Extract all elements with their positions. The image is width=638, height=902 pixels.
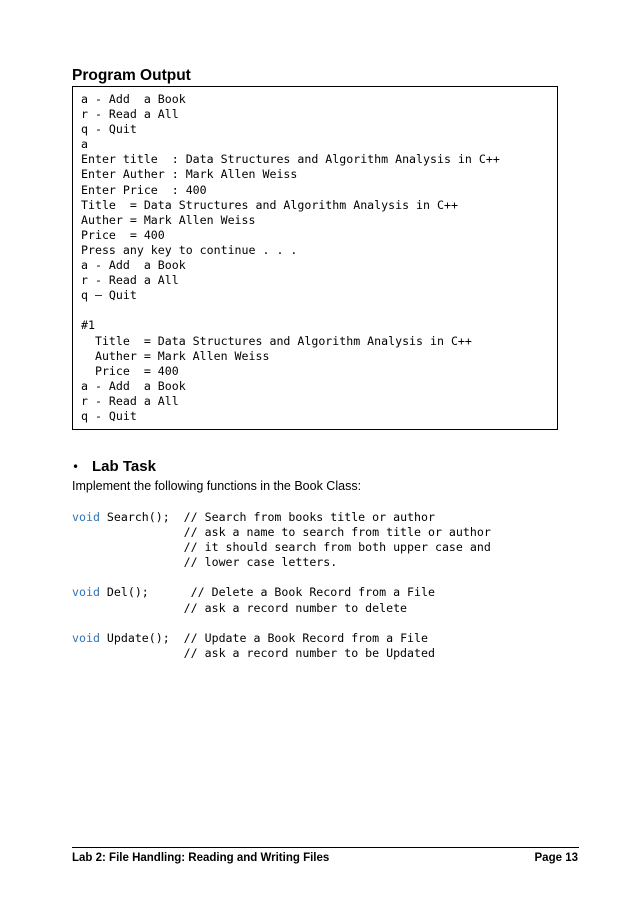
footer-page-number: Page 13 [534, 852, 578, 864]
code-text: // it should search from both upper case and [72, 540, 491, 555]
code-line [72, 525, 491, 540]
output-line: r - Read a All [81, 107, 179, 122]
output-line: Auther = Mark Allen Weiss [81, 348, 270, 363]
code-text: // ask a record number to be Updated [72, 645, 435, 660]
output-line: r - Read a All [81, 273, 179, 288]
footer-divider [72, 847, 579, 848]
code-keyword: void [72, 510, 100, 524]
output-line: #1 [81, 318, 95, 333]
lab-task-title: Lab Task [92, 458, 156, 475]
code-line [72, 540, 491, 555]
output-line: Enter Auther : Mark Allen Weiss [81, 167, 298, 182]
output-line: a [81, 137, 88, 152]
code-line [72, 585, 491, 600]
output-line: Title = Data Structures and Algorithm Analysis in C++ [81, 333, 472, 348]
code-line [72, 570, 491, 585]
output-line: r - Read a All [81, 393, 179, 408]
output-line: Enter title : Data Structures and Algorithm Analysis in C++ [81, 152, 500, 167]
code-text: Update(); // Update a Book Record from a File [99, 630, 428, 645]
code-keyword: void [72, 585, 100, 600]
code-text: // ask a record number to delete [72, 600, 408, 615]
code-keyword: void [72, 630, 100, 645]
code-line [72, 616, 491, 631]
code-text: Search(); // Search from books title or author [99, 510, 435, 524]
output-line: a - Add a Book [81, 258, 186, 273]
code-text: // ask a name to search from title or author [72, 525, 491, 540]
output-line: Title = Data Structures and Algorithm Analysis in C++ [81, 197, 458, 212]
code-line [72, 601, 491, 616]
output-line: a - Add a Book [81, 378, 186, 393]
output-line: Price = 400 [81, 227, 165, 242]
code-line [72, 510, 491, 525]
output-line: q – Quit [81, 288, 137, 303]
code-line [72, 631, 491, 646]
lab-task-intro: Implement the following functions in the Book Class: [72, 479, 362, 493]
output-line [81, 303, 557, 318]
footer-chapter-title: Lab 2: File Handling: Reading and Writing Files [72, 852, 330, 864]
output-line: a - Add a Book [81, 92, 186, 106]
code-line [72, 646, 491, 661]
program-output-box [72, 86, 558, 430]
output-line: Price = 400 [81, 363, 179, 378]
code-line [72, 555, 491, 570]
output-line: Press any key to continue . . . [81, 242, 298, 257]
output-line: Auther = Mark Allen Weiss [81, 212, 256, 227]
bullet-icon: • [72, 459, 80, 474]
output-line: Enter Price : 400 [81, 182, 207, 197]
code-listing [72, 510, 491, 661]
section-title: Program Output [72, 67, 191, 84]
code-text: // lower case letters. [72, 555, 338, 570]
output-line: q - Quit [81, 122, 137, 137]
code-text: Del(); // Delete a Book Record from a File [99, 585, 435, 600]
program-output-text [81, 92, 557, 424]
output-line: q - Quit [81, 408, 137, 423]
lab-task-heading [72, 458, 156, 475]
